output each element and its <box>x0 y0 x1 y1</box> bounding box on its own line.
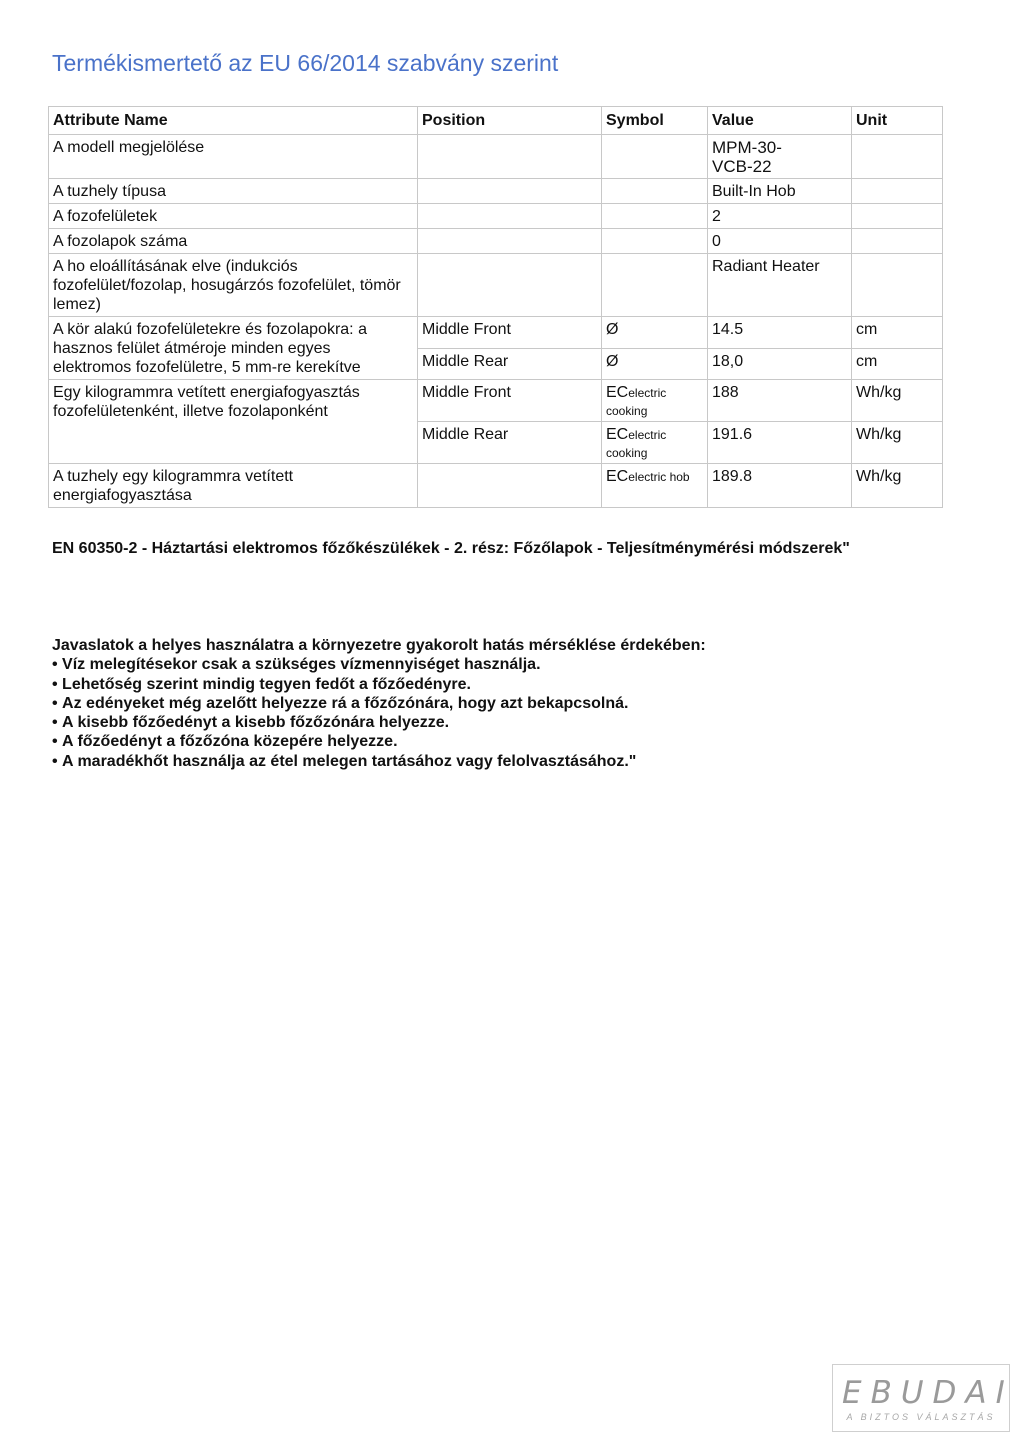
cell-attribute: A kör alakú fozofelületekre és fozolapokra: a hasznos felület átméroje minden egyes elektromos fozofelületre, 5 mm-re kerekítve <box>49 317 418 380</box>
cell-value: 0 <box>708 229 852 254</box>
cell-unit <box>852 135 943 179</box>
usage-advice <box>52 636 706 771</box>
cell-value: 2 <box>708 204 852 229</box>
header-unit: Unit <box>852 107 943 135</box>
symbol-ec: EC <box>606 384 629 401</box>
advice-heading: Javaslatok a helyes használatra a környezetre gyakorolt hatás mérséklése érdekében: <box>52 637 706 654</box>
logo-tagline: A BIZTOS VÁLASZTÁS <box>846 1412 996 1422</box>
list-item: • A főzőedényt a főzőzóna közepére helyezze. <box>52 732 706 751</box>
cell-value <box>708 135 852 179</box>
cell-unit <box>852 229 943 254</box>
header-symbol: Symbol <box>602 107 708 135</box>
cell-unit: Wh/kg <box>852 380 943 422</box>
table-row <box>49 204 943 229</box>
cell-position: Middle Rear <box>418 422 602 464</box>
cell-attribute: A fozofelületek <box>49 204 418 229</box>
cell-position: Middle Front <box>418 317 602 349</box>
cell-position <box>418 229 602 254</box>
cell-symbol: Ø <box>602 348 708 380</box>
page-title: Termékismertető az EU 66/2014 szabvány szerint <box>52 50 559 76</box>
table-row <box>49 179 943 204</box>
cell-symbol <box>602 422 708 464</box>
table-header-row <box>49 107 943 135</box>
cell-unit: cm <box>852 317 943 349</box>
cell-attribute: A tuzhely típusa <box>49 179 418 204</box>
symbol-subscript: electric hob <box>628 470 690 484</box>
list-item: • A maradékhőt használja az étel melegen tartásához vagy felolvasztásához." <box>52 752 706 771</box>
list-item: • A kisebb főzőedényt a kisebb főzőzónára helyezze. <box>52 713 706 732</box>
cell-position <box>418 179 602 204</box>
symbol-subscript: electric <box>628 386 667 400</box>
cell-symbol <box>602 380 708 422</box>
cell-unit: Wh/kg <box>852 464 943 508</box>
cell-symbol <box>602 204 708 229</box>
cell-symbol <box>602 229 708 254</box>
table-row <box>49 380 943 422</box>
ebudai-logo <box>832 1364 1014 1432</box>
cell-unit: cm <box>852 348 943 380</box>
symbol-ec: EC <box>606 468 629 485</box>
header-attribute-name: Attribute Name <box>49 107 418 135</box>
logo-wordmark: EBUDAI <box>842 1375 1014 1411</box>
header-value: Value <box>708 107 852 135</box>
table-row <box>49 229 943 254</box>
cell-attribute: Egy kilogrammra vetített energiafogyasztás fozofelületenként, illetve fozolaponként <box>49 380 418 464</box>
model-value: MPM-30-VCB-22 <box>712 138 782 176</box>
cell-value: Radiant Heater <box>708 254 852 317</box>
cell-symbol: Ø <box>602 317 708 349</box>
advice-list <box>52 655 706 771</box>
cell-unit <box>852 179 943 204</box>
symbol-subscript: electric <box>628 428 667 442</box>
cell-attribute: A fozolapok száma <box>49 229 418 254</box>
cell-symbol <box>602 254 708 317</box>
cell-unit <box>852 254 943 317</box>
cell-symbol <box>602 464 708 508</box>
cell-value: 18,0 <box>708 348 852 380</box>
product-spec-table <box>48 106 943 508</box>
cell-symbol <box>602 179 708 204</box>
cell-value: 14.5 <box>708 317 852 349</box>
cell-attribute: A modell megjelölése <box>49 135 418 179</box>
cell-value: 191.6 <box>708 422 852 464</box>
cell-unit <box>852 204 943 229</box>
cell-position <box>418 135 602 179</box>
cell-position <box>418 464 602 508</box>
list-item: • Az edényeket még azelőtt helyezze rá a főzőzónára, hogy azt bekapcsolná. <box>52 694 706 713</box>
cell-value: Built-In Hob <box>708 179 852 204</box>
table-row <box>49 254 943 317</box>
standard-reference: EN 60350-2 - Háztartási elektromos főzőkészülékek - 2. rész: Főzőlapok - Teljesítménymérési módszerek" <box>52 540 850 557</box>
cell-value: 189.8 <box>708 464 852 508</box>
cell-symbol <box>602 135 708 179</box>
symbol-ec: EC <box>606 426 629 443</box>
symbol-subscript-cont: cooking <box>606 404 648 418</box>
table-row <box>49 464 943 508</box>
list-item: • Lehetőség szerint mindig tegyen fedőt a főzőedényre. <box>52 675 706 694</box>
cell-value: 188 <box>708 380 852 422</box>
symbol-subscript-cont: cooking <box>606 446 648 460</box>
cell-position: Middle Rear <box>418 348 602 380</box>
cell-position: Middle Front <box>418 380 602 422</box>
cell-attribute: A ho eloállításának elve (indukciós fozofelület/fozolap, hosugárzós fozofelület, tömör lemez) <box>49 254 418 317</box>
cell-attribute: A tuzhely egy kilogrammra vetített energiafogyasztása <box>49 464 418 508</box>
list-item: • Víz melegítésekor csak a szükséges vízmennyiséget használja. <box>52 655 706 674</box>
cell-position <box>418 254 602 317</box>
cell-unit: Wh/kg <box>852 422 943 464</box>
table-row <box>49 317 943 349</box>
cell-position <box>418 204 602 229</box>
table-row <box>49 135 943 179</box>
header-position: Position <box>418 107 602 135</box>
